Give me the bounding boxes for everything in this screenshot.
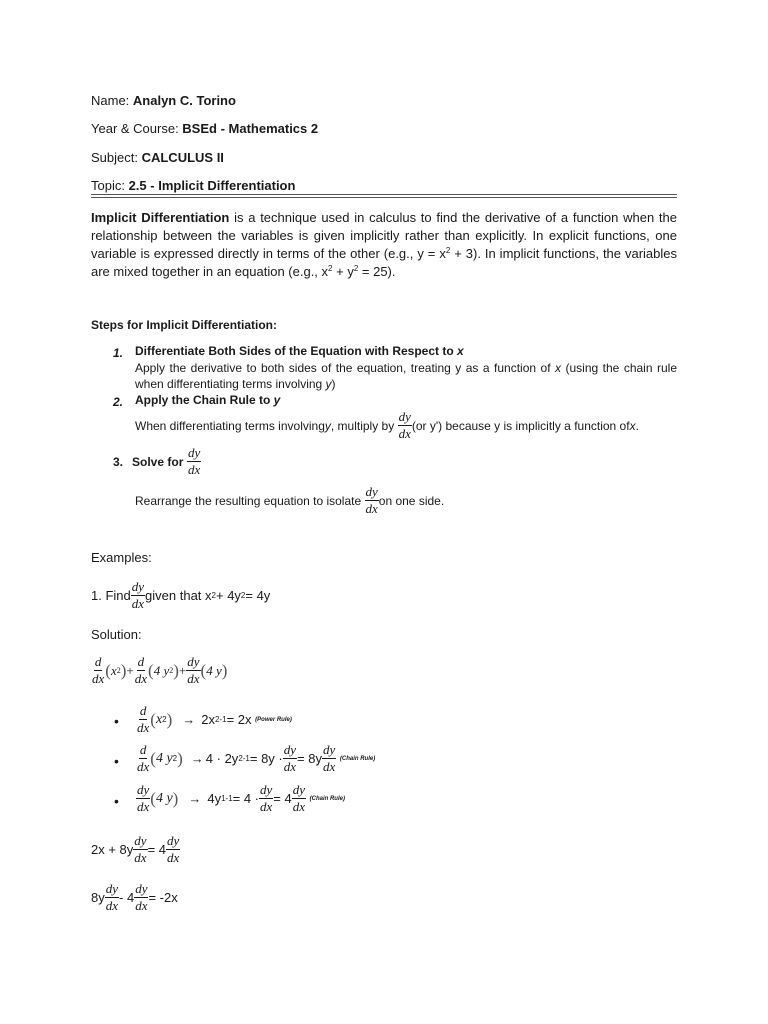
- bullet-2: $\frac{d}{dx}$ ( 4 y 2 ) → 4 · 2y 2-1 = 8y · $\frac{dy}{dx}$ = 8y $\frac{dy}{dx}$ (Chain Rule): [137, 742, 376, 774]
- fraction-denominator: dx: [292, 799, 306, 814]
- dy-dx-fraction: [398, 410, 412, 441]
- dy-dx-fraction: [136, 783, 150, 814]
- bracket: (: [105, 660, 111, 680]
- step-2-heading: [135, 393, 280, 407]
- intro-text: + y: [332, 264, 354, 279]
- bullet-3-marker: •: [114, 793, 119, 809]
- derivative-sum: $\frac{d}{dx}$ ( x 2 ) + $\frac{d}{dx}$ ( 4 y 2 ) + $\frac{dy}{dx}$ ( 4 y ): [92, 654, 228, 686]
- fraction-denominator: dx: [283, 759, 297, 774]
- result-text: = 8y ·: [249, 751, 283, 766]
- fraction-denominator: dx: [92, 671, 105, 686]
- result-text: 4 · 2y: [205, 751, 239, 766]
- fraction-numerator: d: [94, 654, 102, 669]
- step-heading-text: Differentiate Both Sides of the Equation with Respect to: [135, 344, 458, 358]
- step-text: (using the chain rule when differentiating terms involving: [135, 361, 677, 391]
- fraction-numerator: dy: [398, 409, 411, 424]
- fraction-numerator: dy: [105, 881, 119, 896]
- step-text: on one side.: [378, 493, 445, 508]
- step-number: 1.: [113, 346, 124, 360]
- topic-value: 2.5 - Implicit Differentiation: [128, 178, 296, 193]
- equation-text: 8y: [91, 890, 105, 905]
- bracket: ): [166, 709, 173, 729]
- step-heading-text: Apply the Chain Rule to: [135, 393, 274, 407]
- step-number: 3.: [113, 454, 124, 469]
- bracket: ): [177, 748, 183, 768]
- step-1-heading: [135, 344, 464, 358]
- bracket: ): [120, 660, 127, 680]
- result-text: = 8y: [297, 751, 322, 766]
- subject-value: CALCULUS II: [141, 150, 224, 165]
- fraction-numerator: dy: [188, 445, 201, 460]
- step-text: (or y') because y is implicitly a function of: [411, 418, 630, 433]
- result-text: 2x: [201, 712, 216, 727]
- operator: +: [178, 662, 187, 678]
- equation-text: = -2x: [148, 890, 178, 905]
- example-text: given that x: [145, 588, 212, 603]
- result-text: 4y: [207, 791, 222, 806]
- step-text: .: [635, 418, 639, 433]
- subject-label: Subject:: [91, 150, 142, 165]
- bullet-3: $\frac{dy}{dx}$ ( 4 y ) → 4y 1-1 = 4 · $\frac{dy}{dx}$ = 4 $\frac{dy}{dx}$ (Chain Rule): [137, 782, 345, 814]
- fraction-denominator: dx: [105, 898, 119, 913]
- fraction-numerator: dy: [137, 782, 150, 797]
- topic-label: Topic:: [91, 178, 129, 193]
- result-text: = 4: [273, 791, 292, 806]
- term: x: [110, 662, 117, 678]
- example-1-prompt: 1. Find $\frac{dy}{dx}$ given that x 2 + 4y 2 = 4y: [91, 579, 271, 611]
- equation-2: [91, 882, 178, 913]
- step-3-body: [135, 485, 444, 516]
- bullet-1-marker: •: [114, 713, 119, 729]
- term: 4 y: [155, 750, 173, 766]
- result-text: = 4 ·: [232, 791, 260, 806]
- intro-text: = 25).: [358, 264, 396, 279]
- dy-dx-fraction: [131, 580, 145, 611]
- bullet-2-marker: •: [114, 753, 119, 769]
- dy-dx-fraction: [259, 783, 273, 814]
- equation-text: 2x + 8y: [91, 842, 134, 857]
- rule-note: (Chain Rule): [309, 795, 345, 802]
- fraction-numerator: dy: [365, 484, 378, 499]
- fraction-denominator: dx: [134, 671, 148, 686]
- result-text: = 2x: [226, 712, 252, 727]
- bracket: (: [200, 660, 207, 680]
- step-3: [113, 446, 201, 477]
- fraction-denominator: dx: [167, 850, 180, 865]
- course-line: [91, 121, 318, 136]
- step-heading-text: Solve for: [132, 454, 184, 469]
- step-1-body: [135, 360, 677, 392]
- bracket: (: [148, 660, 154, 680]
- d-dx-fraction: [91, 655, 105, 686]
- superscript: 2: [445, 246, 451, 255]
- intro-text: is a technique used in calculus to find the derivative of a function when the relationship between the variables is given implicitly rather than explicitly. In explicit functions, one variable is expressed directly in terms of the other (e.g., y = x: [91, 210, 677, 261]
- intro-term: Implicit Differentiation: [91, 210, 230, 225]
- divider-bottom: [91, 197, 677, 198]
- fraction-numerator: dy: [187, 654, 200, 669]
- fraction-numerator: dy: [283, 742, 297, 757]
- dy-dx-fraction: [186, 655, 200, 686]
- fraction-denominator: dx: [137, 799, 150, 814]
- rule-note: (Chain Rule): [339, 755, 376, 762]
- fraction-denominator: dx: [188, 462, 201, 477]
- term: 4 y: [153, 662, 170, 678]
- arrow-icon: →: [190, 751, 204, 766]
- divider-top: [91, 194, 677, 195]
- example-text: + 4y: [215, 588, 241, 603]
- step-text: When differentiating terms involving: [135, 418, 325, 433]
- fraction-numerator: dy: [167, 833, 180, 848]
- step-1: [113, 344, 123, 362]
- step-2: [113, 393, 123, 411]
- examples-label: Examples:: [91, 550, 152, 565]
- course-value: BSEd - Mathematics 2: [182, 121, 319, 136]
- bracket: (: [150, 748, 156, 768]
- bracket: ): [173, 660, 179, 680]
- variable: x: [629, 418, 636, 433]
- arrow-icon: →: [182, 712, 196, 727]
- name-line: [91, 93, 236, 108]
- fraction-denominator: dx: [135, 898, 148, 913]
- subject-line: [91, 150, 224, 165]
- solution-label: Solution:: [91, 627, 142, 642]
- course-label: Year & Course:: [91, 121, 183, 136]
- fraction-numerator: dy: [260, 782, 273, 797]
- step-text: , multiply by: [330, 418, 395, 433]
- dy-dx-fraction: [292, 783, 306, 814]
- name-value: Analyn C. Torino: [132, 93, 236, 108]
- step-text: Apply the derivative to both sides of the equation, treating y as a function of: [135, 361, 556, 375]
- dy-dx-fraction: [187, 446, 201, 477]
- equation-text: - 4: [119, 890, 135, 905]
- fraction-denominator: dx: [137, 720, 150, 735]
- term: 4 y: [206, 662, 222, 678]
- fraction-numerator: d: [137, 654, 145, 669]
- fraction-denominator: dx: [187, 671, 200, 686]
- fraction-denominator: dx: [137, 759, 150, 774]
- step-text: ): [331, 377, 336, 391]
- d-dx-fraction: [134, 655, 148, 686]
- topic-line: [91, 178, 295, 193]
- variable: x: [457, 344, 464, 358]
- dy-dx-fraction: [133, 834, 147, 865]
- superscript: 2: [328, 264, 333, 273]
- step-2-body: [135, 410, 639, 441]
- fraction-numerator: d: [139, 742, 147, 757]
- fraction-denominator: dx: [365, 501, 378, 516]
- fraction-denominator: dx: [398, 426, 411, 441]
- fraction-numerator: d: [139, 703, 147, 718]
- rule-note: (Power Rule): [255, 716, 292, 723]
- d-dx-fraction: [136, 704, 150, 735]
- steps-title: Steps for Implicit Differentiation:: [91, 318, 278, 332]
- bracket: ): [221, 660, 228, 680]
- dy-dx-fraction: [134, 882, 148, 913]
- bracket: (: [150, 709, 156, 729]
- dy-dx-fraction: [105, 882, 119, 913]
- fraction-denominator: dx: [260, 799, 273, 814]
- dy-dx-fraction: [322, 743, 336, 774]
- operator: +: [126, 662, 134, 678]
- fraction-denominator: dx: [134, 850, 147, 865]
- superscript: 2: [353, 264, 359, 273]
- step-text: Rearrange the resulting equation to isolate: [135, 493, 362, 508]
- intro-text: + 3). In implicit functions, the variables are mixed together in an equation (e.g., x: [91, 246, 677, 279]
- dy-dx-fraction: [166, 834, 180, 865]
- d-dx-fraction: [136, 743, 150, 774]
- bracket: ): [172, 788, 179, 808]
- name-label: Name:: [91, 93, 133, 108]
- example-text: 1. Find: [91, 588, 131, 603]
- term: 4 y: [155, 790, 173, 806]
- variable: y: [325, 377, 332, 391]
- fraction-numerator: dy: [134, 833, 147, 848]
- equation-1: [91, 834, 180, 865]
- fraction-numerator: dy: [292, 782, 306, 797]
- bullet-1: $\frac{d}{dx}$ ( x 2 ) → 2x 2-1 = 2x (Power Rule): [137, 703, 292, 735]
- variable: y: [273, 393, 281, 407]
- intro-paragraph: [91, 209, 677, 281]
- bracket: (: [150, 788, 156, 808]
- equation-text: = 4: [147, 842, 166, 857]
- fraction-denominator: dx: [131, 596, 145, 611]
- term: x: [155, 711, 163, 727]
- variable: y: [324, 418, 331, 433]
- fraction-numerator: dy: [322, 742, 336, 757]
- arrow-icon: →: [188, 791, 202, 806]
- dy-dx-fraction: [365, 485, 379, 516]
- fraction-numerator: dy: [135, 881, 148, 896]
- step-number: 2.: [113, 395, 124, 409]
- dy-dx-fraction: [283, 743, 297, 774]
- fraction-denominator: dx: [322, 759, 336, 774]
- example-text: = 4y: [245, 588, 271, 603]
- fraction-numerator: dy: [131, 579, 145, 594]
- variable: x: [555, 361, 562, 375]
